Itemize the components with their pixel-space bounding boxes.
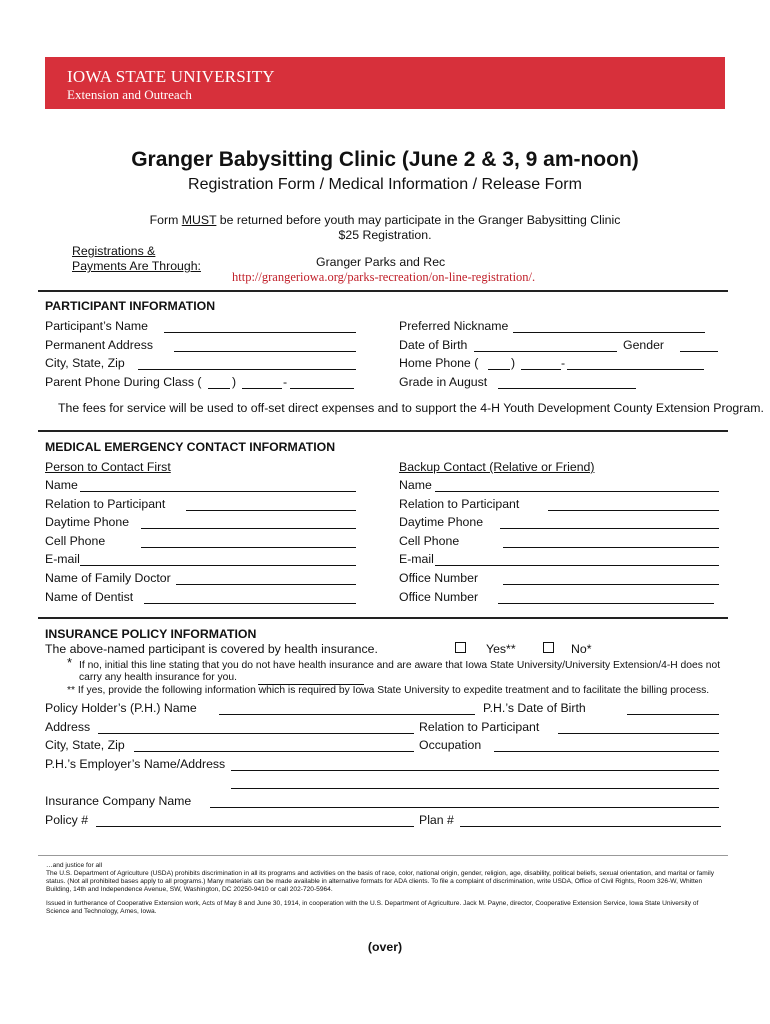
- doctor-office-label: Office Number: [399, 571, 479, 585]
- dentist-label: Name of Dentist: [45, 590, 134, 604]
- plan-number-label: Plan #: [419, 813, 454, 827]
- usda-statement: The U.S. Department of Agriculture (USDA) prohibits discrimination in all its programs and activities on the basis of race, color, national origin, gender, religion, age, disability, political beliefs, sexual orientation, and marital or family status. (Not all prohibited bases apply to all programs.) Many materials can be made available in alternative formats for ADA clients. To file a complaint of discrimination, write USDA, Office of Civil Rights, Room 326-W, Whitten Building, 14th and Independence Avenue, SW, Washington, DC 20250-9410 or call 202-720-5964.: [46, 870, 714, 894]
- primary-email-field[interactable]: [80, 565, 356, 566]
- holder-city-field[interactable]: [134, 751, 414, 752]
- must-emphasis: MUST: [181, 213, 217, 227]
- grade-label: Grade in August: [399, 375, 488, 389]
- backup-email-label: E-mail: [399, 552, 434, 566]
- participant-name-field[interactable]: [164, 332, 356, 333]
- registration-url-link[interactable]: http://grangeriowa.org/parks-recreation/on-line-registration/.: [232, 270, 536, 284]
- backup-name-field[interactable]: [435, 491, 719, 492]
- grade-field[interactable]: [498, 388, 636, 389]
- participant-city-label: City, State, Zip: [45, 356, 125, 370]
- footer-divider: [38, 855, 728, 856]
- employer-field[interactable]: [231, 770, 719, 771]
- employer-field-line2[interactable]: [231, 788, 719, 789]
- holder-name-field[interactable]: [219, 714, 475, 715]
- employer-label: P.H.’s Employer’s Name/Address: [45, 757, 226, 771]
- policy-number-field[interactable]: [96, 826, 414, 827]
- medical-heading: MEDICAL EMERGENCY CONTACT INFORMATION: [45, 440, 336, 454]
- primary-email-label: E-mail: [45, 552, 80, 566]
- no-label: No*: [571, 642, 592, 656]
- page-title: Granger Babysitting Clinic (June 2 & 3, 9 am-noon): [131, 148, 639, 171]
- home-phone-dash: -: [561, 356, 566, 370]
- dentist-office-field[interactable]: [498, 603, 714, 604]
- permanent-address-label: Permanent Address: [45, 338, 153, 352]
- backup-cell-field[interactable]: [503, 547, 719, 548]
- issued-statement: Issued in furtherance of Cooperative Extension work, Acts of May 8 and June 30, 1914, in cooperation with the U.S. Department of Agriculture. Jack M. Payne, director, Cooperative Extension Service, Iowa State University of Science and Technology, Ames, Iowa.: [46, 900, 699, 916]
- parent-phone-label: Parent Phone During Class (: [45, 375, 202, 389]
- participant-heading: PARTICIPANT INFORMATION: [45, 299, 216, 313]
- no-note-asterisk: *: [67, 655, 73, 670]
- nickname-field[interactable]: [513, 332, 705, 333]
- insurance-heading: INSURANCE POLICY INFORMATION: [45, 627, 257, 641]
- insurance-company-field[interactable]: [210, 807, 719, 808]
- primary-relation-label: Relation to Participant: [45, 497, 166, 511]
- doctor-field[interactable]: [176, 584, 356, 585]
- home-phone-paren: ): [511, 356, 516, 370]
- header-banner: [45, 57, 725, 109]
- yes-checkbox[interactable]: [455, 642, 466, 653]
- no-insurance-note-cont: carry any health insurance for you.: [79, 672, 237, 683]
- dob-field[interactable]: [474, 351, 617, 352]
- holder-relation-field[interactable]: [558, 733, 719, 734]
- home-phone-number-field[interactable]: [567, 369, 704, 370]
- backup-daytime-field[interactable]: [500, 528, 719, 529]
- dentist-office-label: Office Number: [399, 590, 479, 604]
- university-logo-name: IOWA STATE UNIVERSITY: [67, 67, 275, 86]
- home-phone-label: Home Phone (: [399, 356, 479, 370]
- parent-phone-number-field[interactable]: [290, 388, 354, 389]
- fees-note: The fees for service will be used to off-set direct expenses and to support the 4-H Youth Development County Extension Program.: [58, 401, 764, 415]
- return-notice: Form MUST be returned before youth may participate in the Granger Babysitting Clinic: [149, 213, 621, 227]
- over-indicator: (over): [367, 940, 403, 954]
- primary-relation-field[interactable]: [186, 510, 356, 511]
- participant-city-field[interactable]: [138, 369, 356, 370]
- doctor-office-field[interactable]: [503, 584, 719, 585]
- primary-cell-label: Cell Phone: [45, 534, 106, 548]
- policy-number-label: Policy #: [45, 813, 89, 827]
- holder-relation-label: Relation to Participant: [419, 720, 540, 734]
- yes-label: Yes**: [486, 642, 516, 656]
- parent-phone-paren: ): [232, 375, 237, 389]
- holder-city-label: City, State, Zip: [45, 738, 125, 752]
- holder-address-label: Address: [45, 720, 91, 734]
- nickname-label: Preferred Nickname: [399, 319, 509, 333]
- coverage-question: The above-named participant is covered by health insurance.: [45, 642, 378, 656]
- payments-label: Payments Are Through:: [72, 259, 201, 273]
- backup-name-label: Name: [399, 478, 432, 492]
- backup-daytime-label: Daytime Phone: [399, 515, 484, 529]
- primary-name-field[interactable]: [80, 491, 356, 492]
- holder-name-label: Policy Holder’s (P.H.) Name: [45, 701, 197, 715]
- doctor-label: Name of Family Doctor: [45, 571, 171, 585]
- home-phone-area-field[interactable]: [488, 369, 510, 370]
- holder-address-field[interactable]: [98, 733, 414, 734]
- primary-name-label: Name: [45, 478, 78, 492]
- parent-phone-prefix-field[interactable]: [242, 388, 282, 389]
- holder-dob-label: P.H.’s Date of Birth: [483, 701, 586, 715]
- primary-cell-field[interactable]: [141, 547, 356, 548]
- primary-daytime-field[interactable]: [141, 528, 356, 529]
- dentist-field[interactable]: [144, 603, 356, 604]
- registration-fee: $25 Registration.: [338, 228, 432, 242]
- page-subtitle: Registration Form / Medical Information / Release Form: [188, 176, 582, 193]
- justice-line: …and justice for all: [46, 862, 103, 869]
- primary-contact-heading: Person to Contact First: [45, 460, 171, 474]
- dob-label: Date of Birth: [399, 338, 468, 352]
- permanent-address-field[interactable]: [174, 351, 356, 352]
- section-divider: [38, 617, 728, 619]
- gender-field[interactable]: [680, 351, 718, 352]
- registration-org: Granger Parks and Rec: [316, 255, 446, 269]
- section-divider: [38, 290, 728, 292]
- section-divider: [38, 430, 728, 432]
- university-logo-unit: Extension and Outreach: [67, 87, 192, 102]
- insurance-company-label: Insurance Company Name: [45, 794, 192, 808]
- parent-phone-area-field[interactable]: [208, 388, 230, 389]
- backup-cell-label: Cell Phone: [399, 534, 460, 548]
- participant-name-label: Participant’s Name: [45, 319, 148, 333]
- registrations-label: Registrations &: [72, 244, 156, 258]
- backup-contact-heading: Backup Contact (Relative or Friend): [399, 460, 595, 474]
- holder-dob-field[interactable]: [627, 714, 719, 715]
- primary-daytime-label: Daytime Phone: [45, 515, 130, 529]
- backup-email-field[interactable]: [435, 565, 719, 566]
- gender-label: Gender: [623, 338, 665, 352]
- yes-insurance-note: ** If yes, provide the following information which is required by Iowa State University to expedite treatment and to facilitate the billing process.: [67, 685, 710, 696]
- home-phone-prefix-field[interactable]: [521, 369, 561, 370]
- occupation-field[interactable]: [494, 751, 719, 752]
- backup-relation-label: Relation to Participant: [399, 497, 520, 511]
- parent-phone-dash: -: [283, 375, 288, 389]
- no-insurance-note: If no, initial this line stating that you do not have health insurance and are aware that Iowa State University/University Extension/4-H does not: [79, 660, 721, 671]
- no-checkbox[interactable]: [543, 642, 554, 653]
- occupation-label: Occupation: [419, 738, 482, 752]
- backup-relation-field[interactable]: [548, 510, 719, 511]
- plan-number-field[interactable]: [460, 826, 721, 827]
